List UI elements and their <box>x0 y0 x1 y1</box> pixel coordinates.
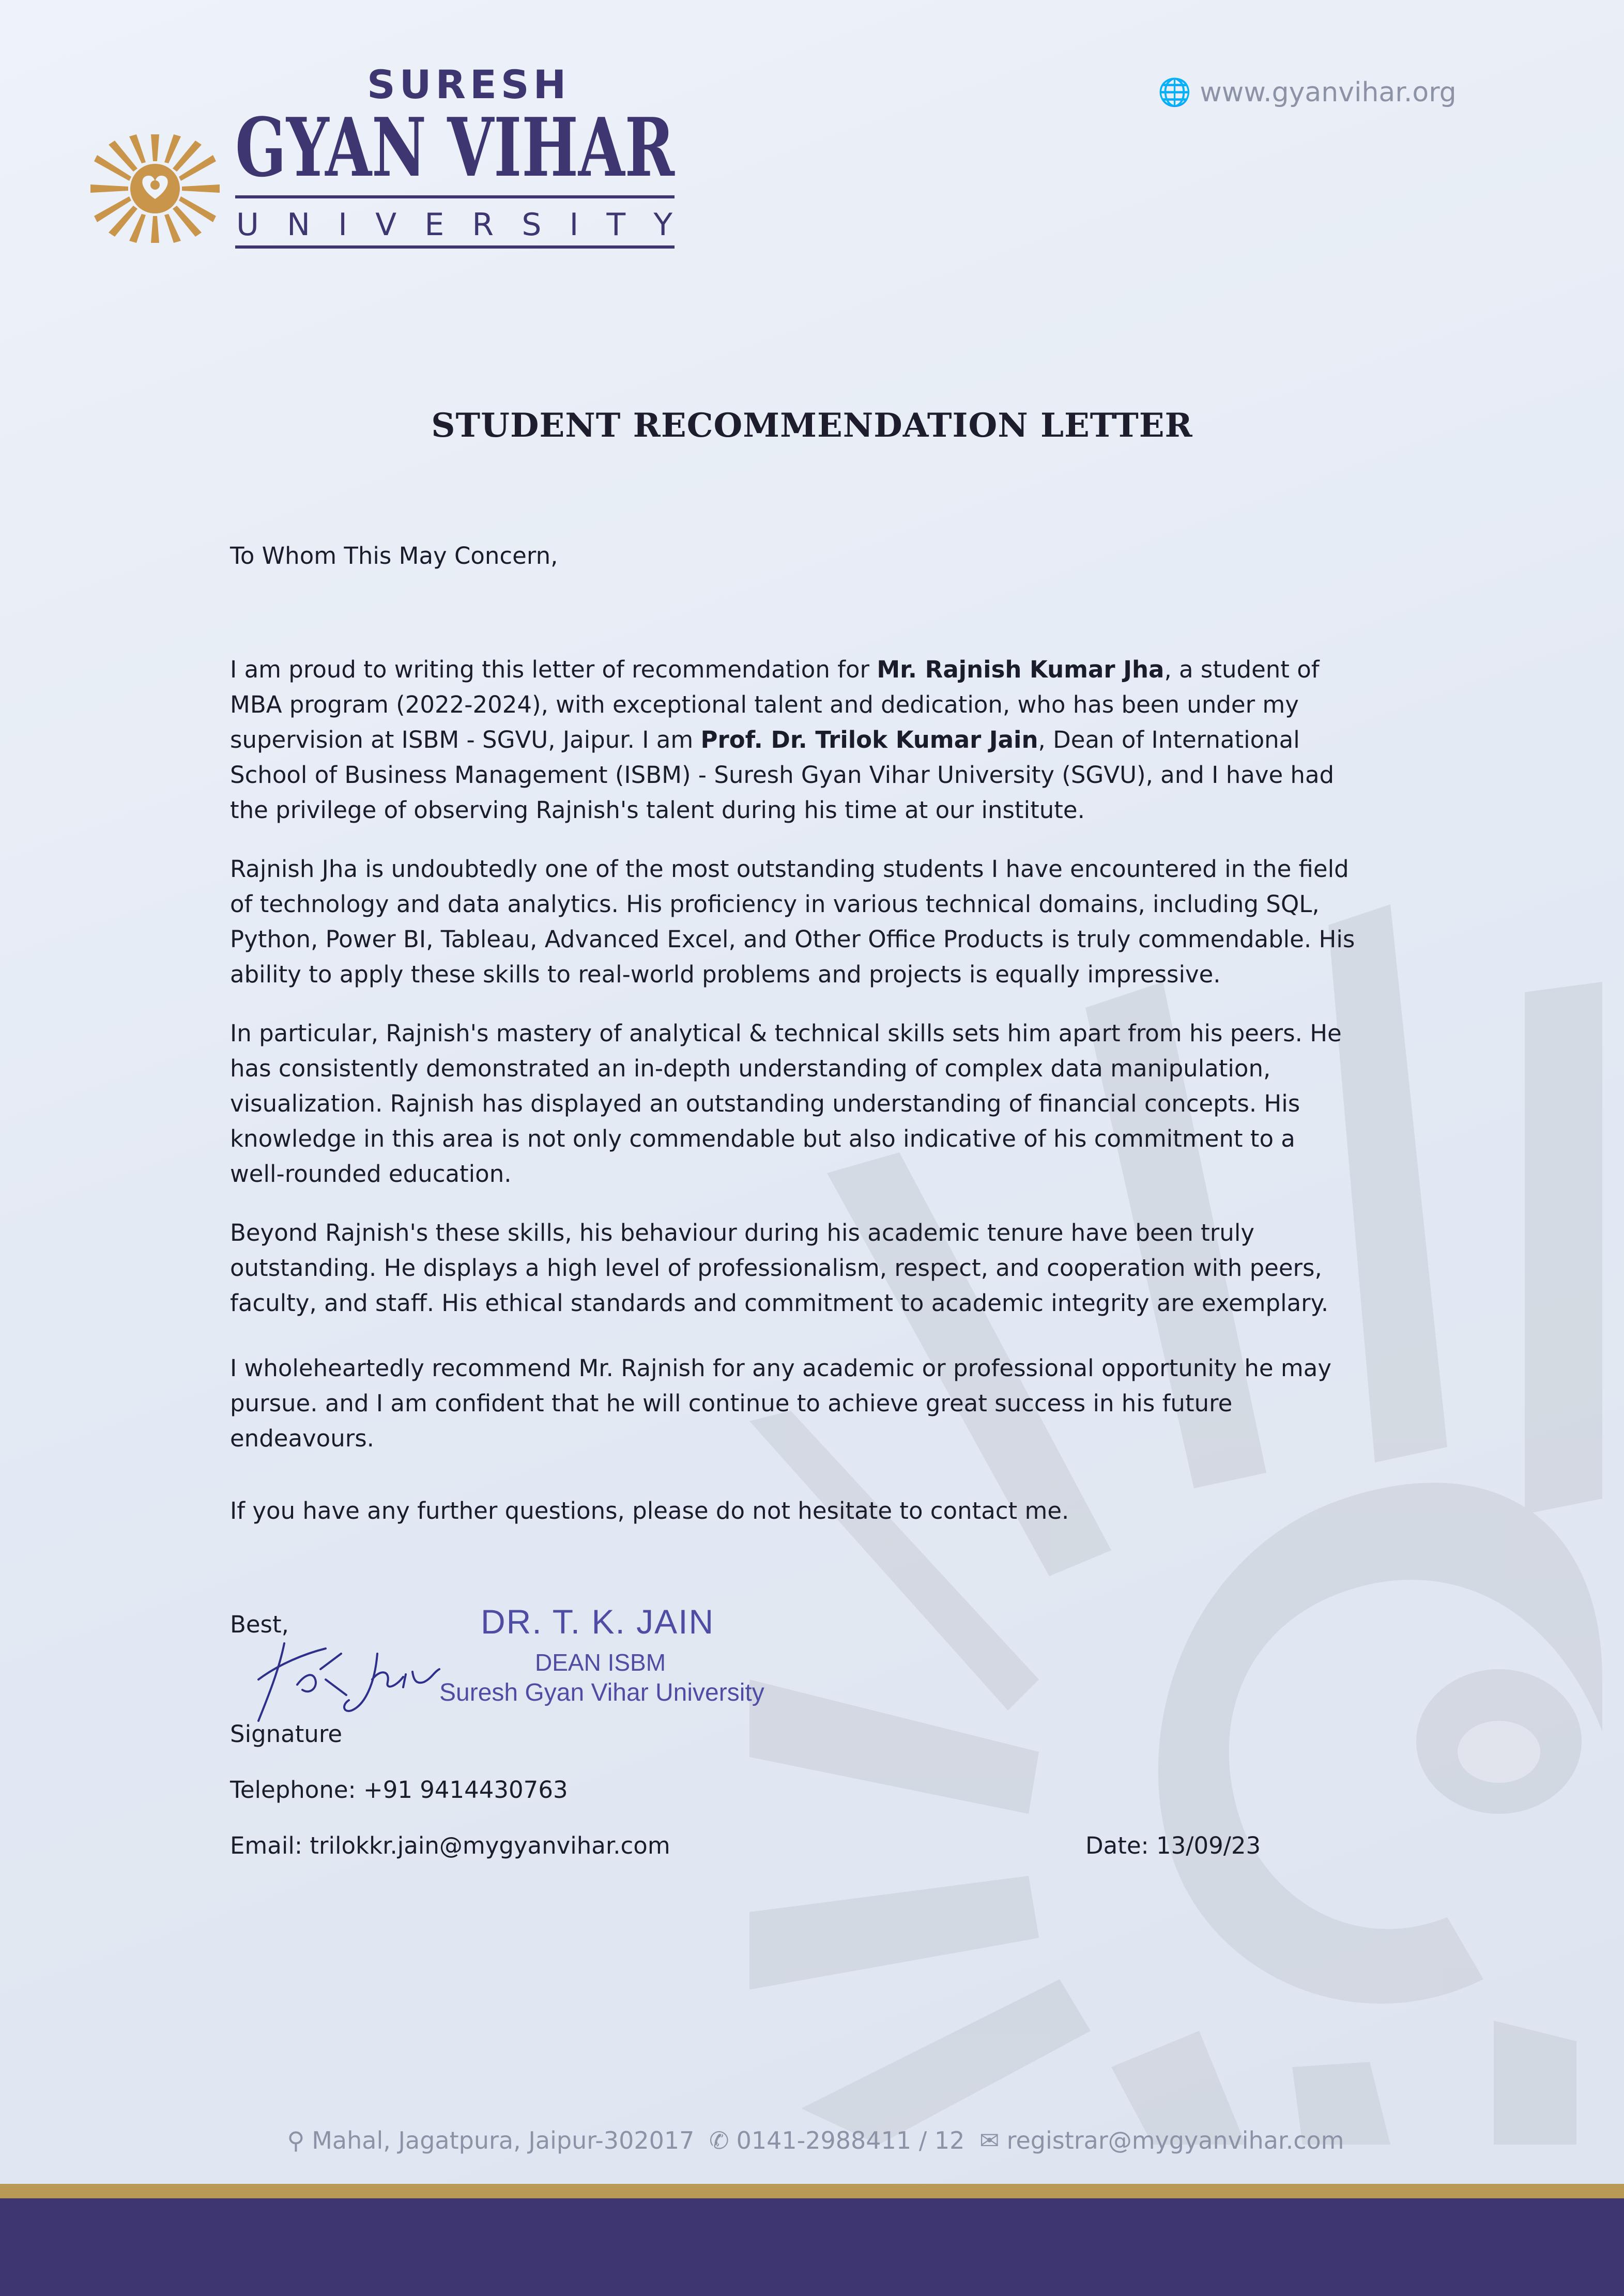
footer-address: Mahal, Jagatpura, Jaipur-302017 <box>312 2127 695 2154</box>
student-name: Mr. Rajnish Kumar Jha <box>877 656 1165 683</box>
phone-icon: ✆ <box>709 2127 729 2154</box>
official-stamp <box>439 1602 780 1731</box>
paragraph-5: I wholeheartedly recommend Mr. Rajnish for any academic or professional opportunity he may pursue. and I am confident that he will continue to achieve great success in his future endeavours. <box>230 1354 1331 1452</box>
closing: Best, <box>230 1611 289 1638</box>
paragraph-4: Beyond Rajnish's these skills, his behaviour during his academic tenure have been truly outstanding. He displays a high level of professionalism, respect, and cooperation with peers, faculty, and staff. His ethical standards and commitment to academic integrity are exemplary. <box>230 1219 1329 1317</box>
globe-icon: 🌐 <box>1158 77 1191 108</box>
footer-contact <box>0 2127 1624 2154</box>
paragraph-1: I am proud to writing this letter of recommendation for Mr. Rajnish Kumar Jha, a student of MBA program (2022-2024), with exceptional talent and dedication, who has been under my supervision at ISBM - SGVU, Jaipur. I am Prof. Dr. Trilok Kumar Jain, Dean of International School of Business Management (ISBM) - Suresh Gyan Vihar University (SGVU), and I have had the privilege of observing Rajnish's talent during his time at our institute. <box>230 656 1335 824</box>
salutation: To Whom This May Concern, <box>230 542 558 569</box>
website-url: www.gyanvihar.org <box>1200 77 1457 108</box>
mail-icon: ✉ <box>979 2127 1000 2154</box>
author-name: Prof. Dr. Trilok Kumar Jain <box>700 726 1038 753</box>
stamp-name: DR. T. K. JAIN <box>481 1602 715 1641</box>
logo-line-1: SURESH <box>367 61 571 107</box>
logo-line-3: UNIVERSITY <box>236 207 672 243</box>
logo-line-2: GYAN VIHAR <box>235 100 676 195</box>
stamp-role: DEAN ISBM <box>535 1649 666 1676</box>
date: Date: 13/09/23 <box>1085 1832 1261 1859</box>
email: Email: trilokkr.jain@mygyanvihar.com <box>230 1832 670 1859</box>
paragraph-6: If you have any further questions, please do not hesitate to contact me. <box>230 1497 1069 1524</box>
paragraph-3: In particular, Rajnish's mastery of analytical & technical skills sets him apart from his peers. He has consistently demonstrated an in-depth understanding of complex data manipulation, visualization. Rajnish has displayed an outstanding understanding of financial concepts. His knowledge in this area is not only commendable but also indicative of his commitment to a well-rounded education. <box>230 1020 1342 1188</box>
footer-gold-band <box>0 2184 1624 2198</box>
footer-phone: 0141-2988411 / 12 <box>736 2127 965 2154</box>
letter-body <box>230 652 1357 1345</box>
university-logo <box>235 61 680 253</box>
footer-purple-band <box>0 2198 1624 2296</box>
location-pin-icon: ⚲ <box>287 2127 305 2154</box>
telephone: Telephone: +91 9414430763 <box>230 1776 568 1804</box>
stamp-org: Suresh Gyan Vihar University <box>439 1679 764 1706</box>
letter-title: STUDENT RECOMMENDATION LETTER <box>431 406 1193 445</box>
signature-label: Signature <box>230 1720 343 1748</box>
footer-email: registrar@mygyanvihar.com <box>1006 2127 1344 2154</box>
university-emblem-icon <box>88 129 222 248</box>
paragraph-2: Rajnish Jha is undoubtedly one of the most outstanding students I have encountered in the field of technology and data analytics. His proficiency in various technical domains, including SQL, Python, Power BI, Tableau, Advanced Excel, and Other Office Products is truly commendable. His ability to apply these skills to real-world problems and projects is equally impressive. <box>230 855 1355 988</box>
website-link[interactable] <box>1158 76 1457 108</box>
